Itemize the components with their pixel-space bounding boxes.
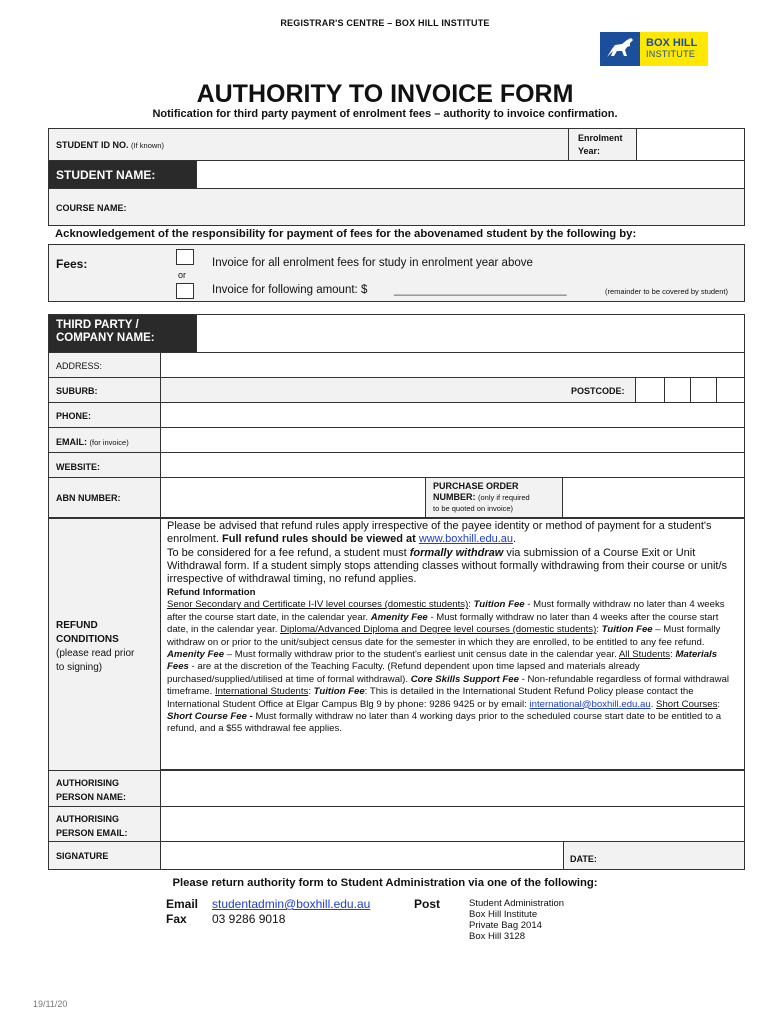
refund-info-text: Refund Information Senor Secondary and Certificate I-IV level courses (domestic students): Tuition Fee - Must formally withdraw no later than 4 weeks after the course start date, in the calendar year. Amenity Fee - Must formally withdraw no later than 4 weeks after the course start date, in the calendar year. Diploma/Advanced Diploma and Degree level courses (domestic students): Tuition Fee – Must formally withdraw on or prior to the unit/subject census date for the semester in which they are enrolled, to be entitled to any fee refund. Amenity Fee – Must formally withdraw prior to the student's earliest unit census date in the calendar year. All Students: Materials Fees - are at the discretion of the Teaching Faculty. (Refund dependent upon time lapsed and materials already purchased/supplied/utilised at time of formal withdrawal). Core Skills Support Fee - Non-refundable regardless of formal withdrawal timeframe. International Students: Tuition Fee: This is detailed in the International Student Refund Policy please contact the International Student Office at Elgar Campus Blg 9 by phone: 9286 9425 or by email: international@boxhill.edu.au. Short Courses: Short Course Fee - Must formally withdraw no later than 4 working days prior to the scheduled course start date to be entitled to a refund, and a $55 withdrawal fee applies. [167, 587, 730, 735]
horse-icon [600, 32, 640, 66]
enrolment-year-field[interactable] [636, 129, 744, 160]
abn-field[interactable] [160, 477, 425, 517]
postcode-digit-4[interactable] [716, 377, 744, 402]
amount-field[interactable]: ___________________________ [394, 284, 567, 296]
logo-text-line2: INSTITUTE [646, 49, 696, 59]
refund-label-cell [49, 518, 160, 770]
post-contact-label: Post [414, 897, 441, 911]
authorising-block [48, 770, 745, 870]
signature-label-cell [49, 841, 160, 869]
email-label-cell [49, 427, 160, 452]
website-label-cell [49, 452, 160, 477]
course-name-field[interactable] [49, 188, 744, 225]
website-field[interactable] [160, 452, 744, 477]
signature-field[interactable] [160, 841, 563, 869]
auth-name-label: AUTHORISING PERSON NAME: [56, 778, 127, 802]
suburb-field[interactable] [160, 377, 635, 402]
acknowledgement-text: Acknowledgement of the responsibility for payment of fees for the abovenamed student by the following by: [55, 228, 637, 240]
form-subtitle: Notification for third party payment of enrolment fees – authority to invoice confirmation. [152, 108, 618, 120]
postcode-digit-1[interactable] [635, 377, 664, 402]
email-contact-label: Email [166, 897, 199, 911]
postcode-label: POSTCODE: [571, 386, 625, 396]
phone-label-cell [49, 402, 160, 427]
postal-address-line: Box Hill Institute [469, 909, 538, 920]
course-name-label: COURSE NAME: [56, 203, 127, 213]
address-label: ADDRESS: [56, 361, 103, 371]
email-label: EMAIL: (for invoice) [56, 437, 129, 447]
logo-text-panel [640, 32, 708, 66]
email-field[interactable] [160, 427, 744, 452]
fees-block [48, 244, 745, 302]
abn-label-cell [49, 477, 160, 517]
fax-contact-label: Fax [166, 912, 187, 926]
third-party-block [48, 314, 745, 518]
auth-name-label-cell [49, 771, 160, 806]
enrolment-year-label: Enrolment Year: [578, 133, 623, 156]
company-name-field[interactable] [196, 315, 744, 352]
phone-field[interactable] [160, 402, 744, 427]
auth-email-label-cell [49, 806, 160, 841]
student-id-label-cell [49, 129, 568, 160]
student-id-label: STUDENT ID NO. (If known) [56, 140, 164, 150]
address-label-cell [49, 352, 160, 377]
student-block [48, 128, 745, 226]
student-name-label-cell [49, 160, 196, 188]
logo-horse-panel [600, 32, 640, 66]
studentadmin-email-link[interactable]: studentadmin@boxhill.edu.au [212, 897, 371, 911]
postcode-digit-2[interactable] [664, 377, 690, 402]
logo-text-line1: BOX HILL [646, 37, 698, 49]
fax-number: 03 9286 9018 [212, 912, 286, 926]
auth-email-label: AUTHORISING PERSON EMAIL: [56, 814, 128, 838]
amount-option-text: Invoice for following amount: $ [212, 284, 368, 296]
fees-label: Fees: [56, 257, 88, 271]
purchase-order-label: PURCHASE ORDER NUMBER: (only if required to be quoted on invoice) [433, 481, 530, 513]
refund-info-title: Refund Information [167, 587, 256, 598]
all-fees-checkbox[interactable] [176, 249, 194, 265]
international-email-link[interactable]: international@boxhill.edu.au [529, 698, 651, 710]
or-label: or [178, 270, 187, 280]
all-fees-option-text: Invoice for all enrolment fees for study in enrolment year above [212, 257, 533, 269]
date-label: DATE: [570, 854, 597, 864]
postal-address-line: Private Bag 2014 [469, 920, 542, 931]
suburb-label: SUBURB: [56, 386, 98, 396]
company-name-label-cell [49, 315, 196, 352]
auth-email-field[interactable] [160, 806, 744, 841]
student-name-label: STUDENT NAME: [56, 168, 156, 182]
refund-block [48, 518, 745, 770]
website-label: WEBSITE: [56, 462, 100, 472]
refund-text-cell [160, 518, 744, 770]
refund-intro: Please be advised that refund rules apply irrespective of the payee identity or method of payment for a student's enrolment. Full refund rules should be viewed at www.boxhill.edu.au. [167, 520, 712, 545]
refund-withdraw-text: To be considered for a fee refund, a student must formally withdraw via submission of a Course Exit or Unit Withdrawal form. If a student simply stops attending classes without formally withdrawing from their course or unit/s irrespective of withdrawal timing, no refund applies. [167, 547, 728, 585]
form-date-stamp: 19/11/20 [33, 999, 68, 1009]
boxhill-website-link[interactable]: www.boxhill.edu.au [418, 533, 514, 545]
date-field[interactable] [563, 841, 744, 869]
box-hill-logo [600, 32, 708, 66]
return-instructions: Please return authority form to Student Administration via one of the following: [172, 877, 598, 889]
suburb-label-cell [49, 377, 160, 402]
postcode-digit-3[interactable] [690, 377, 716, 402]
company-name-label: THIRD PARTY / COMPANY NAME: [56, 319, 155, 344]
address-field[interactable] [160, 352, 744, 377]
postal-address-line: Box Hill 3128 [469, 931, 525, 942]
signature-label: SIGNATURE [56, 851, 109, 861]
student-name-field[interactable] [196, 160, 744, 188]
form-title: AUTHORITY TO INVOICE FORM [196, 80, 574, 108]
refund-label: REFUND CONDITIONS (please read prior to signing) [56, 620, 135, 673]
enrolment-year-label-cell [568, 129, 636, 160]
purchase-order-field[interactable] [562, 477, 744, 517]
purchase-order-label-cell [425, 477, 562, 517]
amount-checkbox[interactable] [176, 283, 194, 299]
auth-name-field[interactable] [160, 771, 744, 806]
postal-address [469, 898, 564, 942]
registrar-header: REGISTRAR'S CENTRE – BOX HILL INSTITUTE [280, 18, 490, 28]
postal-address-line: Student Administration [469, 898, 565, 909]
remainder-note: (remainder to be covered by student) [605, 287, 728, 296]
abn-label: ABN NUMBER: [56, 493, 121, 503]
phone-label: PHONE: [56, 411, 92, 421]
